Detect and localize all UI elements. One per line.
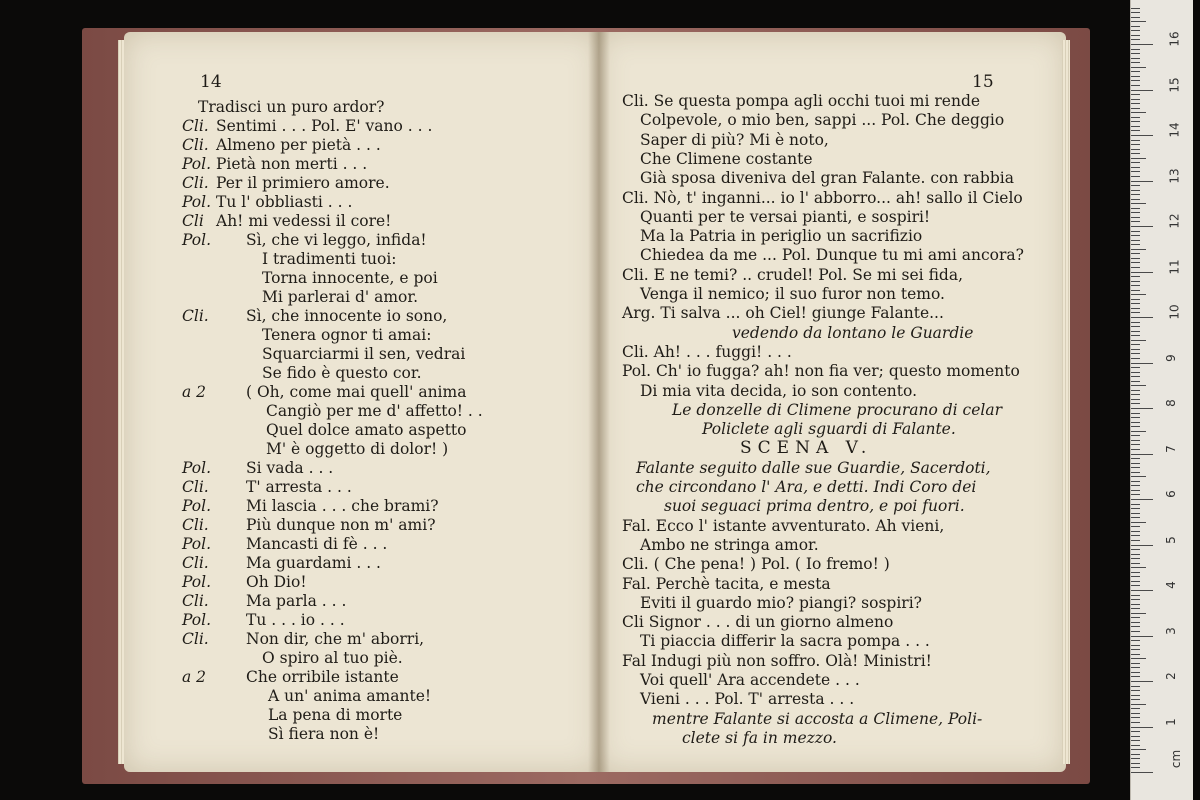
speaker-label: Pol. — [182, 497, 212, 515]
speaker-label: Pol. — [182, 611, 212, 629]
ruler-tick — [1131, 58, 1140, 59]
ruler-tick — [1131, 312, 1140, 313]
ruler-tick — [1131, 599, 1140, 600]
speaker-label: Cli. — [182, 478, 209, 496]
verse-line: Venga il nemico; il suo furor non temo. — [640, 285, 945, 303]
verse-line: Cli. E ne temi? .. crudel! Pol. Se mi sei fida, — [622, 265, 963, 284]
speaker-label: Pol. — [182, 193, 212, 211]
ruler-tick — [1131, 535, 1140, 536]
ruler-tick — [1131, 699, 1140, 700]
ruler-tick — [1131, 322, 1140, 323]
verse-line: Di mia vita decida, io son contento. — [640, 381, 918, 400]
speaker-label: Pol. — [182, 459, 212, 477]
ruler-number: 16 — [1167, 31, 1182, 47]
measuring-ruler — [1130, 0, 1193, 800]
page-edge-right — [1062, 40, 1070, 764]
ruler-tick — [1131, 631, 1140, 632]
ruler-tick — [1131, 217, 1140, 218]
ruler-tick — [1131, 676, 1140, 677]
ruler-tick — [1131, 272, 1153, 273]
ruler-tick — [1131, 426, 1140, 427]
verse-line: Mi parlerai d' amor. — [262, 288, 419, 306]
stage-direction: clete si fa in mezzo. — [682, 728, 837, 747]
verse-line: Arg. Ti salva ... oh Ciel! giunge Falante... — [622, 304, 944, 323]
ruler-tick — [1131, 199, 1140, 200]
ruler-tick — [1131, 754, 1140, 755]
ruler-tick — [1131, 231, 1140, 232]
ruler-tick — [1131, 413, 1140, 414]
speaker-label: Pol. — [182, 535, 212, 553]
ruler-number: 3 — [1163, 626, 1178, 635]
ruler-tick — [1131, 212, 1140, 213]
ruler-tick — [1131, 626, 1140, 627]
verse-line: Cangiò per me d' affetto! . . — [266, 402, 483, 420]
stage-direction: suoi seguaci prima dentro, e poi fuori. — [664, 497, 965, 516]
stage-direction: vedendo da lontano le Guardie — [732, 323, 974, 342]
ruler-tick — [1131, 435, 1140, 436]
verse-line: Sì, che vi leggo, infida! — [246, 231, 427, 249]
ruler-tick — [1131, 35, 1140, 36]
ruler-number: 7 — [1163, 444, 1178, 453]
ruler-tick — [1131, 240, 1140, 241]
ruler-tick — [1131, 704, 1146, 705]
ruler-tick — [1131, 408, 1153, 409]
ruler-tick — [1131, 326, 1140, 327]
ruler-tick — [1131, 372, 1140, 373]
ruler-tick — [1131, 162, 1140, 163]
ruler-tick — [1131, 340, 1146, 341]
ruler-tick — [1131, 71, 1140, 72]
ruler-tick — [1131, 717, 1140, 718]
verse-line: Ambo ne stringa amor. — [640, 535, 819, 554]
ruler-tick — [1131, 485, 1140, 486]
ruler-tick — [1131, 276, 1140, 277]
verse-line: Fal. Perchè tacita, e mesta — [622, 574, 831, 593]
verse-line: Sentimi . . . Pol. E' vano . . . — [216, 117, 433, 135]
ruler-tick — [1131, 299, 1140, 300]
stage-direction: che circondano l' Ara, e detti. Indi Coro dei — [636, 478, 977, 496]
speaker-label: Cli. — [182, 307, 209, 325]
ruler-tick — [1131, 740, 1140, 741]
verse-line: Cli Signor . . . di un giorno almeno — [622, 613, 894, 632]
ruler-tick — [1131, 431, 1146, 432]
verse-line: Per il primiero amore. — [216, 174, 390, 192]
ruler-tick — [1131, 576, 1140, 577]
ruler-tick — [1131, 667, 1140, 668]
ruler-tick — [1131, 99, 1140, 100]
speaker-label: Pol. — [182, 155, 212, 173]
ruler-tick — [1131, 262, 1140, 263]
verse-line: Chiedea da me ... Pol. Dunque tu mi ami ancora? — [640, 246, 1024, 265]
ruler-tick — [1131, 317, 1153, 318]
ruler-tick — [1131, 517, 1140, 518]
speaker-label: Cli — [182, 212, 204, 230]
verse-line: Ma parla . . . — [246, 592, 347, 610]
ruler-tick — [1131, 458, 1140, 459]
verse-line: Sì, che innocente io sono, — [246, 307, 448, 325]
ruler-tick — [1131, 181, 1153, 182]
ruler-tick — [1131, 44, 1153, 45]
ruler-tick — [1131, 622, 1140, 623]
verse-line: Che orribile istante — [246, 668, 399, 686]
ruler-tick — [1131, 244, 1140, 245]
stage-direction: Le donzelle di Climene procurano di celar — [672, 400, 1003, 419]
ruler-tick — [1131, 749, 1146, 750]
speaker-label: Cli. — [182, 630, 209, 648]
ruler-tick — [1131, 722, 1140, 723]
ruler-tick — [1131, 190, 1140, 191]
ruler-tick — [1131, 613, 1146, 614]
ruler-tick — [1131, 267, 1140, 268]
verse-line: M' è oggetto di dolor! ) — [266, 440, 449, 458]
ruler-tick — [1131, 17, 1140, 18]
verse-line: A un' anima amante! — [268, 687, 432, 705]
verse-line: Cli. ( Che pena! ) Pol. ( Io fremo! ) — [622, 555, 890, 574]
verse-line: Quanti per te versai pianti, e sospiri! — [640, 207, 931, 226]
ruler-tick — [1131, 221, 1140, 222]
ruler-number: 13 — [1167, 167, 1182, 184]
ruler-tick — [1131, 108, 1140, 109]
verse-line: Se fido è questo cor. — [262, 364, 422, 382]
ruler-tick — [1131, 658, 1146, 659]
ruler-tick — [1131, 62, 1140, 63]
ruler-number: 5 — [1163, 535, 1178, 544]
ruler-tick — [1131, 112, 1146, 113]
ruler-tick — [1131, 353, 1140, 354]
ruler-tick — [1131, 640, 1140, 641]
ruler-tick — [1131, 713, 1140, 714]
ruler-tick — [1131, 385, 1146, 386]
ruler-tick — [1131, 690, 1140, 691]
ruler-tick — [1131, 422, 1140, 423]
ruler-number: 1 — [1163, 717, 1178, 726]
ruler-tick — [1131, 476, 1146, 477]
ruler-tick — [1131, 30, 1140, 31]
stage-direction: Policlete agli sguardi di Falante. — [702, 420, 956, 439]
ruler-tick — [1131, 303, 1140, 304]
ruler-tick — [1131, 203, 1146, 204]
verse-line: Mancasti di fè . . . — [246, 535, 388, 553]
ruler-tick — [1131, 367, 1140, 368]
ruler-tick — [1131, 153, 1140, 154]
verse-line: Ma guardami . . . — [246, 554, 381, 572]
stage-direction: mentre Falante si accosta a Climene, Poli- — [652, 709, 983, 728]
ruler-tick — [1131, 490, 1140, 491]
ruler-tick — [1131, 290, 1140, 291]
ruler-tick — [1131, 581, 1140, 582]
ruler-tick — [1131, 608, 1140, 609]
ruler-tick — [1131, 522, 1146, 523]
ruler-tick — [1131, 103, 1140, 104]
ruler-number: 12 — [1167, 213, 1182, 229]
ruler-tick — [1131, 394, 1140, 395]
verse-line: Squarciarmi il sen, vedrai — [262, 345, 466, 363]
verse-line: Ti piaccia differir la sacra pompa . . . — [640, 632, 930, 651]
ruler-tick — [1131, 440, 1140, 441]
ruler-tick — [1131, 767, 1140, 768]
verse-line: I tradimenti tuoi: — [262, 250, 397, 268]
ruler-tick — [1131, 508, 1140, 509]
verse-line: Pietà non merti . . . — [216, 155, 368, 173]
ruler-tick — [1131, 26, 1140, 27]
ruler-number: 14 — [1167, 122, 1182, 138]
ruler-tick — [1131, 335, 1140, 336]
ruler-tick — [1131, 513, 1140, 514]
ruler-tick — [1131, 39, 1140, 40]
ruler-tick — [1131, 645, 1140, 646]
ruler-tick — [1131, 185, 1140, 186]
verse-line: Saper di più? Mi è noto, — [640, 130, 829, 149]
ruler-tick — [1131, 454, 1153, 455]
stage-direction: Falante seguito dalle sue Guardie, Sacerdoti, — [636, 458, 991, 477]
speaker-label: Cli. — [182, 592, 209, 610]
verse-line: Quel dolce amato aspetto — [266, 421, 467, 439]
ruler-tick — [1131, 708, 1140, 709]
verse-line: T' arresta . . . — [246, 478, 352, 496]
ruler-tick — [1131, 585, 1140, 586]
ruler-tick — [1131, 208, 1140, 209]
ruler-tick — [1131, 649, 1140, 650]
ruler-tick — [1131, 563, 1140, 564]
ruler-number: 15 — [1167, 76, 1182, 93]
ruler-tick — [1131, 745, 1140, 746]
verse-line: Si vada . . . — [246, 459, 334, 477]
ruler-tick — [1131, 549, 1140, 550]
verse-line: Oh Dio! — [246, 573, 307, 591]
verse-line: Almeno per pietà . . . — [216, 136, 381, 154]
verse-line: Voi quell' Ara accendete . . . — [640, 671, 860, 689]
ruler-tick — [1131, 126, 1140, 127]
ruler-tick — [1131, 94, 1140, 95]
ruler-tick — [1131, 654, 1140, 655]
ruler-number: 2 — [1163, 672, 1178, 680]
speaker-label: Cli. — [182, 516, 209, 534]
verse-line: Non dir, che m' aborri, — [246, 630, 425, 648]
ruler-tick — [1131, 390, 1140, 391]
speaker-label: Cli. — [182, 554, 209, 572]
ruler-tick — [1131, 363, 1153, 364]
verse-line: Ah! mi vedessi il core! — [216, 212, 392, 230]
ruler-tick — [1131, 281, 1140, 282]
ruler-tick — [1131, 681, 1153, 682]
verse-line: Cli. Ah! . . . fuggi! . . . — [622, 342, 792, 361]
ruler-tick — [1131, 49, 1140, 50]
ruler-tick — [1131, 617, 1140, 618]
verse-line: O spiro al tuo piè. — [262, 649, 403, 667]
ruler-number: 11 — [1167, 258, 1182, 275]
ruler-tick — [1131, 149, 1140, 150]
ruler-tick — [1131, 376, 1140, 377]
ruler-number: 9 — [1163, 353, 1178, 362]
speaker-label: Cli. — [182, 174, 209, 192]
ruler-tick — [1131, 381, 1140, 382]
verse-line: Vieni . . . Pol. T' arresta . . . — [640, 690, 855, 709]
ruler-tick — [1131, 567, 1146, 568]
ruler-tick — [1131, 504, 1140, 505]
verse-line: Tu l' obbliasti . . . — [216, 193, 353, 211]
ruler-tick — [1131, 604, 1140, 605]
ruler-tick — [1131, 672, 1140, 673]
ruler-tick — [1131, 595, 1140, 596]
verse-line: Eviti il guardo mio? piangi? sospiri? — [640, 593, 922, 612]
verse-line: Mi lascia . . . che brami? — [246, 497, 439, 515]
ruler-tick — [1131, 8, 1140, 9]
ruler-number: 10 — [1167, 304, 1182, 320]
ruler-tick — [1131, 226, 1153, 227]
ruler-tick — [1131, 76, 1140, 77]
ruler-tick — [1131, 636, 1153, 637]
right-page-number: 15 — [972, 72, 994, 92]
ruler-tick — [1131, 663, 1140, 664]
verse-line: La pena di morte — [268, 706, 403, 724]
ruler-tick — [1131, 140, 1140, 141]
ruler-tick — [1131, 499, 1153, 500]
verse-line: Tu . . . io . . . — [246, 611, 345, 629]
ruler-tick — [1131, 358, 1140, 359]
ruler-tick — [1131, 176, 1140, 177]
ruler-tick — [1131, 344, 1140, 345]
ruler-tick — [1131, 399, 1140, 400]
ruler-tick — [1131, 758, 1140, 759]
ruler-tick — [1131, 554, 1140, 555]
ruler-tick — [1131, 235, 1140, 236]
book-gutter — [588, 32, 610, 772]
verse-line: Più dunque non m' ami? — [246, 516, 436, 534]
ruler-tick — [1131, 481, 1140, 482]
ruler-tick — [1131, 308, 1140, 309]
verse-line: Tenera ognor ti amai: — [262, 326, 432, 344]
ruler-tick — [1131, 258, 1140, 259]
ruler-tick — [1131, 349, 1140, 350]
ruler-unit-label: cm — [1169, 749, 1184, 769]
verse-line: ( Oh, come mai quell' anima — [246, 383, 467, 401]
scene-heading: SCENA V. — [740, 438, 873, 459]
ruler-tick — [1131, 158, 1146, 159]
ruler-tick — [1131, 558, 1140, 559]
verse-line: Fal Indugi più non soffro. Olà! Ministri! — [622, 651, 932, 670]
speaker-label: a 2 — [182, 668, 207, 686]
ruler-tick — [1131, 731, 1140, 732]
left-page-number: 14 — [200, 72, 222, 92]
ruler-tick — [1131, 540, 1140, 541]
ruler-tick — [1131, 121, 1140, 122]
ruler-tick — [1131, 90, 1153, 91]
ruler-tick — [1131, 130, 1140, 131]
ruler-tick — [1131, 167, 1140, 168]
ruler-tick — [1131, 494, 1140, 495]
ruler-tick — [1131, 686, 1140, 687]
ruler-tick — [1131, 253, 1140, 254]
ruler-tick — [1131, 449, 1140, 450]
ruler-number: 6 — [1163, 490, 1178, 498]
ruler-tick — [1131, 763, 1140, 764]
ruler-tick — [1131, 331, 1140, 332]
verse-line: Torna innocente, e poi — [262, 269, 438, 287]
ruler-number: 8 — [1163, 399, 1178, 407]
ruler-tick — [1131, 67, 1146, 68]
ruler-tick — [1131, 53, 1140, 54]
ruler-tick — [1131, 194, 1140, 195]
ruler-tick — [1131, 526, 1140, 527]
speaker-label: Cli. — [182, 136, 209, 154]
verse-line: Cli. Se questa pompa agli occhi tuoi mi rende — [622, 92, 981, 110]
ruler-tick — [1131, 249, 1146, 250]
speaker-label: Pol. — [182, 573, 212, 591]
ruler-tick — [1131, 294, 1146, 295]
ruler-tick — [1131, 21, 1146, 22]
ruler-tick — [1131, 772, 1153, 773]
ruler-tick — [1131, 144, 1140, 145]
ruler-tick — [1131, 545, 1153, 546]
ruler-tick — [1131, 85, 1140, 86]
verse-line: Fal. Ecco l' istante avventurato. Ah vieni, — [622, 516, 945, 535]
ruler-tick — [1131, 285, 1140, 286]
ruler-tick — [1131, 472, 1140, 473]
speaker-label: Cli. — [182, 117, 209, 135]
ruler-tick — [1131, 417, 1140, 418]
ruler-tick — [1131, 463, 1140, 464]
verse-line: Colpevole, o mio ben, sappi ... Pol. Che deggio — [640, 111, 1005, 130]
ruler-tick — [1131, 531, 1140, 532]
ruler-tick — [1131, 572, 1140, 573]
verse-line: Ma la Patria in periglio un sacrifizio — [640, 227, 923, 246]
ruler-tick — [1131, 590, 1153, 591]
ruler-tick — [1131, 135, 1153, 136]
ruler-tick — [1131, 12, 1140, 13]
ruler-number: 4 — [1163, 581, 1178, 589]
verse-line: Che Climene costante — [640, 149, 813, 168]
verse-line: Sì fiera non è! — [268, 725, 380, 743]
verse-line: Già sposa diveniva del gran Falante. con rabbia — [640, 169, 1014, 188]
speaker-label: a 2 — [182, 383, 207, 401]
ruler-tick — [1131, 695, 1140, 696]
ruler-tick — [1131, 444, 1140, 445]
speaker-label: Pol. — [182, 231, 212, 249]
verse-line: Tradisci un puro ardor? — [198, 98, 385, 116]
ruler-tick — [1131, 171, 1140, 172]
ruler-tick — [1131, 403, 1140, 404]
ruler-tick — [1131, 80, 1140, 81]
verse-line: Cli. Nò, t' inganni... io l' abborro... ah! sallo il Cielo — [622, 188, 1023, 207]
ruler-tick — [1131, 117, 1140, 118]
ruler-tick — [1131, 467, 1140, 468]
ruler-tick — [1131, 727, 1153, 728]
ruler-tick — [1131, 736, 1140, 737]
verse-line: Pol. Ch' io fugga? ah! non fia ver; questo momento — [622, 362, 1020, 381]
